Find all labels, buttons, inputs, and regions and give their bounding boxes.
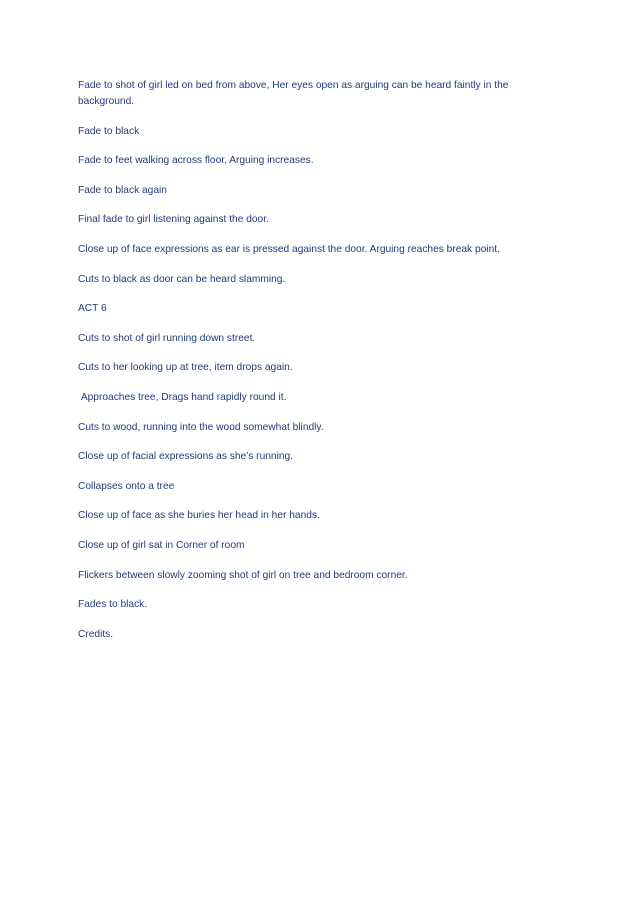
paragraph-credits: Credits. — [78, 628, 114, 640]
paragraph-fade-to-black: Fade to black — [78, 125, 140, 137]
paragraph-fade-to-girl-on-bed: Fade to shot of girl led on bed from above, Her eyes open as arguing can be heard faintly in the background. — [78, 80, 512, 107]
document-page — [78, 78, 558, 656]
paragraph-girl-running: Cuts to shot of girl running down street. — [78, 332, 256, 344]
paragraph-close-up-ear: Close up of face expressions as ear is pressed against the door. Arguing reaches break point. — [78, 243, 500, 255]
paragraph-buries-head: Close up of face as she buries her head in her hands. — [78, 510, 320, 522]
paragraph-collapses: Collapses onto a tree — [78, 480, 175, 492]
paragraph-door-slamming: Cuts to black as door can be heard slamming. — [78, 273, 286, 285]
paragraph-looking-up-tree: Cuts to her looking up at tree, item drops again. — [78, 362, 293, 374]
act-heading: ACT 6 — [78, 303, 107, 315]
paragraph-approaches-tree: Approaches tree, Drags hand rapidly round it. — [78, 391, 287, 403]
paragraph-facial-expressions: Close up of facial expressions as she’s running. — [78, 451, 294, 463]
paragraph-cuts-to-wood: Cuts to wood, running into the wood somewhat blindly. — [78, 421, 324, 433]
paragraph-feet-walking: Fade to feet walking across floor, Arguing increases. — [78, 155, 314, 167]
paragraph-flickers: Flickers between slowly zooming shot of girl on tree and bedroom corner. — [78, 569, 408, 581]
paragraph-fades-to-black: Fades to black. — [78, 599, 148, 611]
paragraph-girl-listening: Final fade to girl listening against the door. — [78, 214, 269, 226]
paragraph-fade-to-black-again: Fade to black again — [78, 184, 167, 196]
paragraph-corner-of-room: Close up of girl sat in Corner of room — [78, 539, 245, 551]
